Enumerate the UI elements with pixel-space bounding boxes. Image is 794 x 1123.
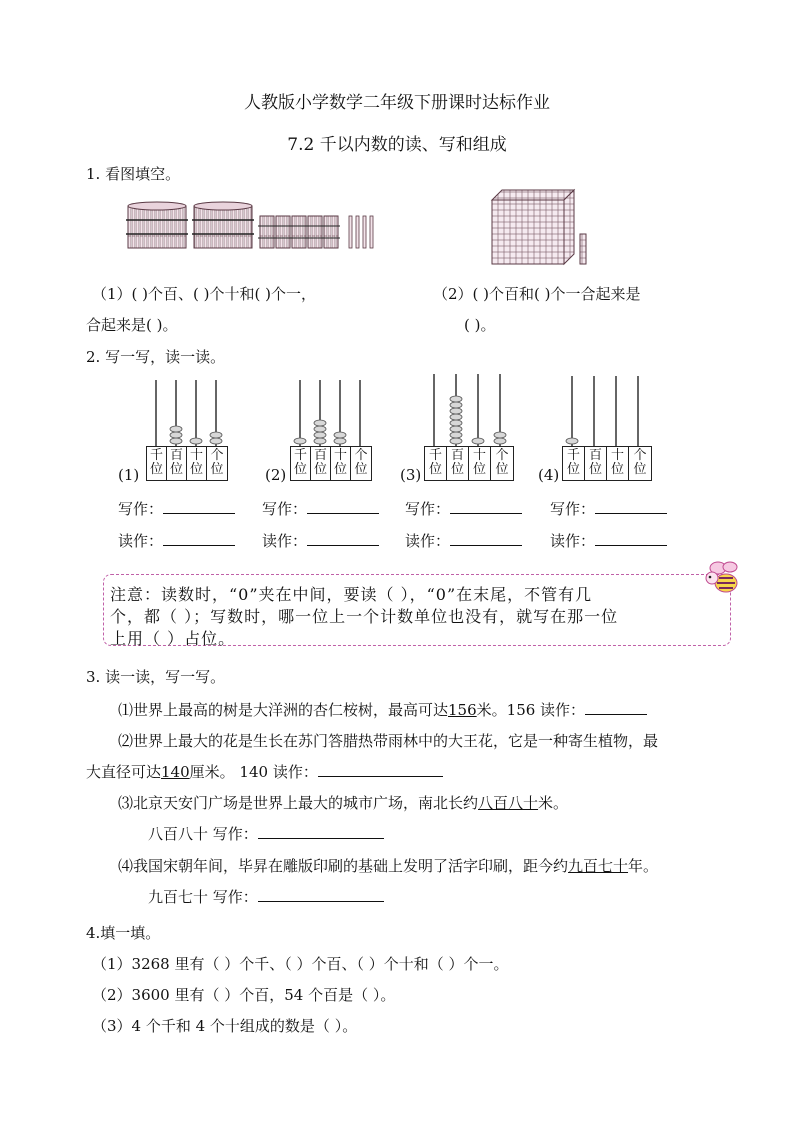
ten-rod-cubes [580, 234, 586, 264]
abacus-label-1: (1) [118, 466, 140, 484]
abacus-2-rods [290, 378, 372, 446]
note-line-1: 注意：读数时，“0”夹在中间，要读（ ），“0”在末尾，不管有几 [110, 585, 593, 604]
place-ones: 个位 [633, 448, 647, 477]
read-label: 读作： [405, 532, 451, 550]
q1-heading: 1. 看图填空。 [86, 165, 181, 183]
q3-item-1-text: ⑴世界上最高的树是大洋洲的杏仁桉树，最高可达 [118, 701, 449, 719]
q4-heading: 4.填一填。 [86, 924, 161, 942]
write-row-4 [550, 498, 667, 519]
answer-blank[interactable] [307, 498, 379, 514]
place-hundreds: 百位 [585, 447, 607, 480]
q1-part2-line2: ( )。 [464, 316, 496, 334]
place-tens: 十位 [187, 447, 207, 480]
q3-item-4-text: ⑷我国宋朝年间，毕昇在雕版印刷的基础上发明了活字印刷，距今约 [118, 857, 569, 875]
read-label: 读作： [118, 532, 164, 550]
answer-blank[interactable] [163, 498, 235, 514]
abacus-3-rods [424, 372, 510, 446]
q3-item-4-number: 九百七十 [568, 857, 629, 875]
place-tens: 十位 [469, 447, 491, 480]
place-hundreds: 百位 [167, 447, 187, 480]
abacus-3-place-box [424, 446, 514, 481]
answer-blank[interactable] [595, 498, 667, 514]
place-thousands: 千位 [291, 447, 311, 480]
q3-heading: 3. 读一读，写一写。 [86, 668, 226, 686]
page-subtitle: 7.2 千以内数的读、写和组成 [287, 135, 507, 155]
q3-item-1-suffix: 米。156 读作： [476, 701, 586, 719]
q2-heading: 2. 写一写，读一读。 [86, 348, 226, 366]
note-line-2: 个，都（ ）；写数时，哪一位上一个计数单位也没有，就写在那一位 [110, 607, 619, 626]
place-thousands: 千位 [147, 447, 167, 480]
ten-bundles [258, 216, 340, 248]
write-label: 写作： [405, 500, 451, 518]
answer-blank[interactable] [450, 530, 522, 546]
q3-item-3-prompt: 八百八十 写作： [148, 825, 258, 843]
place-hundreds: 百位 [311, 447, 331, 480]
place-tens: 十位 [607, 447, 629, 480]
hundred-bundle-1 [126, 202, 188, 248]
q3-item-3-text: ⑶北京天安门广场是世界上最大的城市广场，南北长约 [118, 794, 479, 812]
answer-blank[interactable] [258, 886, 384, 902]
answer-blank[interactable] [163, 530, 235, 546]
abacus-1-rods [146, 378, 228, 446]
answer-blank[interactable] [585, 699, 647, 715]
read-row-4 [550, 530, 667, 551]
abacus-label-3: (3) [400, 466, 422, 484]
q3-item-3-answer [148, 823, 384, 844]
abacus-label-4: (4) [538, 466, 560, 484]
answer-blank[interactable] [307, 530, 379, 546]
hundred-bundle-2 [192, 202, 254, 248]
bee-icon [700, 558, 748, 600]
q1-part1-line1: （1）( )个百、( )个十和( )个一， [92, 285, 316, 303]
q3-item-1 [118, 699, 647, 720]
q3-item-2-line2 [86, 761, 443, 782]
q3-item-2-number: 140 [161, 763, 190, 781]
write-label: 写作： [550, 500, 596, 518]
q3-item-3-number: 八百八十 [478, 794, 539, 812]
abacus-4-place-box [562, 446, 652, 481]
answer-blank[interactable] [318, 761, 443, 777]
read-label: 读作： [550, 532, 596, 550]
write-row-2 [262, 498, 379, 519]
q3-item-3 [118, 792, 568, 813]
q3-item-2-suffix: 厘米。 140 读作： [189, 763, 318, 781]
write-row-1 [118, 498, 235, 519]
read-row-3 [405, 530, 522, 551]
read-row-2 [262, 530, 379, 551]
place-thousands: 千位 [425, 447, 447, 480]
place-hundreds: 百位 [447, 447, 469, 480]
abacus-label-2: (2) [265, 466, 287, 484]
abacus-2-place-box [290, 446, 372, 481]
q4-line-1: （1）3268 里有（ ）个千、（ ）个百、（ ）个十和（ ）个一。 [92, 955, 509, 973]
answer-blank[interactable] [450, 498, 522, 514]
page-title: 人教版小学数学二年级下册课时达标作业 [244, 93, 550, 113]
q3-item-4-answer [148, 886, 384, 907]
place-tens: 十位 [331, 447, 351, 480]
q3-item-4 [118, 855, 658, 876]
q1-part1-line2: 合起来是( )。 [86, 316, 178, 334]
write-label: 写作： [262, 500, 308, 518]
q3-item-4-suffix: 年。 [628, 857, 659, 875]
place-ones: 个位 [210, 448, 224, 477]
q3-item-1-number: 156 [448, 701, 477, 719]
place-thousands: 千位 [563, 447, 585, 480]
q4-line-3: （3）4 个千和 4 个十组成的数是（ ）。 [92, 1017, 358, 1035]
q1-part2-line1: （2）( )个百和( )个一合起来是 [433, 285, 641, 303]
write-row-3 [405, 498, 522, 519]
q3-item-2-line1: ⑵世界上最大的花是生长在苏门答腊热带雨林中的大王花，它是一种寄生植物，最 [118, 732, 659, 750]
q3-item-2-text: 大直径可达 [86, 763, 162, 781]
write-label: 写作： [118, 500, 164, 518]
answer-blank[interactable] [258, 823, 384, 839]
abacus-1-place-box [146, 446, 228, 481]
answer-blank[interactable] [595, 530, 667, 546]
q4-line-2: （2）3600 里有（ ）个百，54 个百是（ ）。 [92, 986, 396, 1004]
place-ones: 个位 [354, 448, 368, 477]
read-label: 读作： [262, 532, 308, 550]
place-ones: 个位 [495, 448, 509, 477]
note-line-3: 上用（ ）占位。 [110, 629, 236, 648]
abacus-4-rods [562, 374, 648, 446]
cube-block [492, 190, 574, 264]
q1-counting-blocks-figure [120, 186, 600, 266]
q3-item-3-suffix: 米。 [538, 794, 569, 812]
q3-item-4-prompt: 九百七十 写作： [148, 888, 258, 906]
single-sticks [349, 216, 373, 248]
read-row-1 [118, 530, 235, 551]
